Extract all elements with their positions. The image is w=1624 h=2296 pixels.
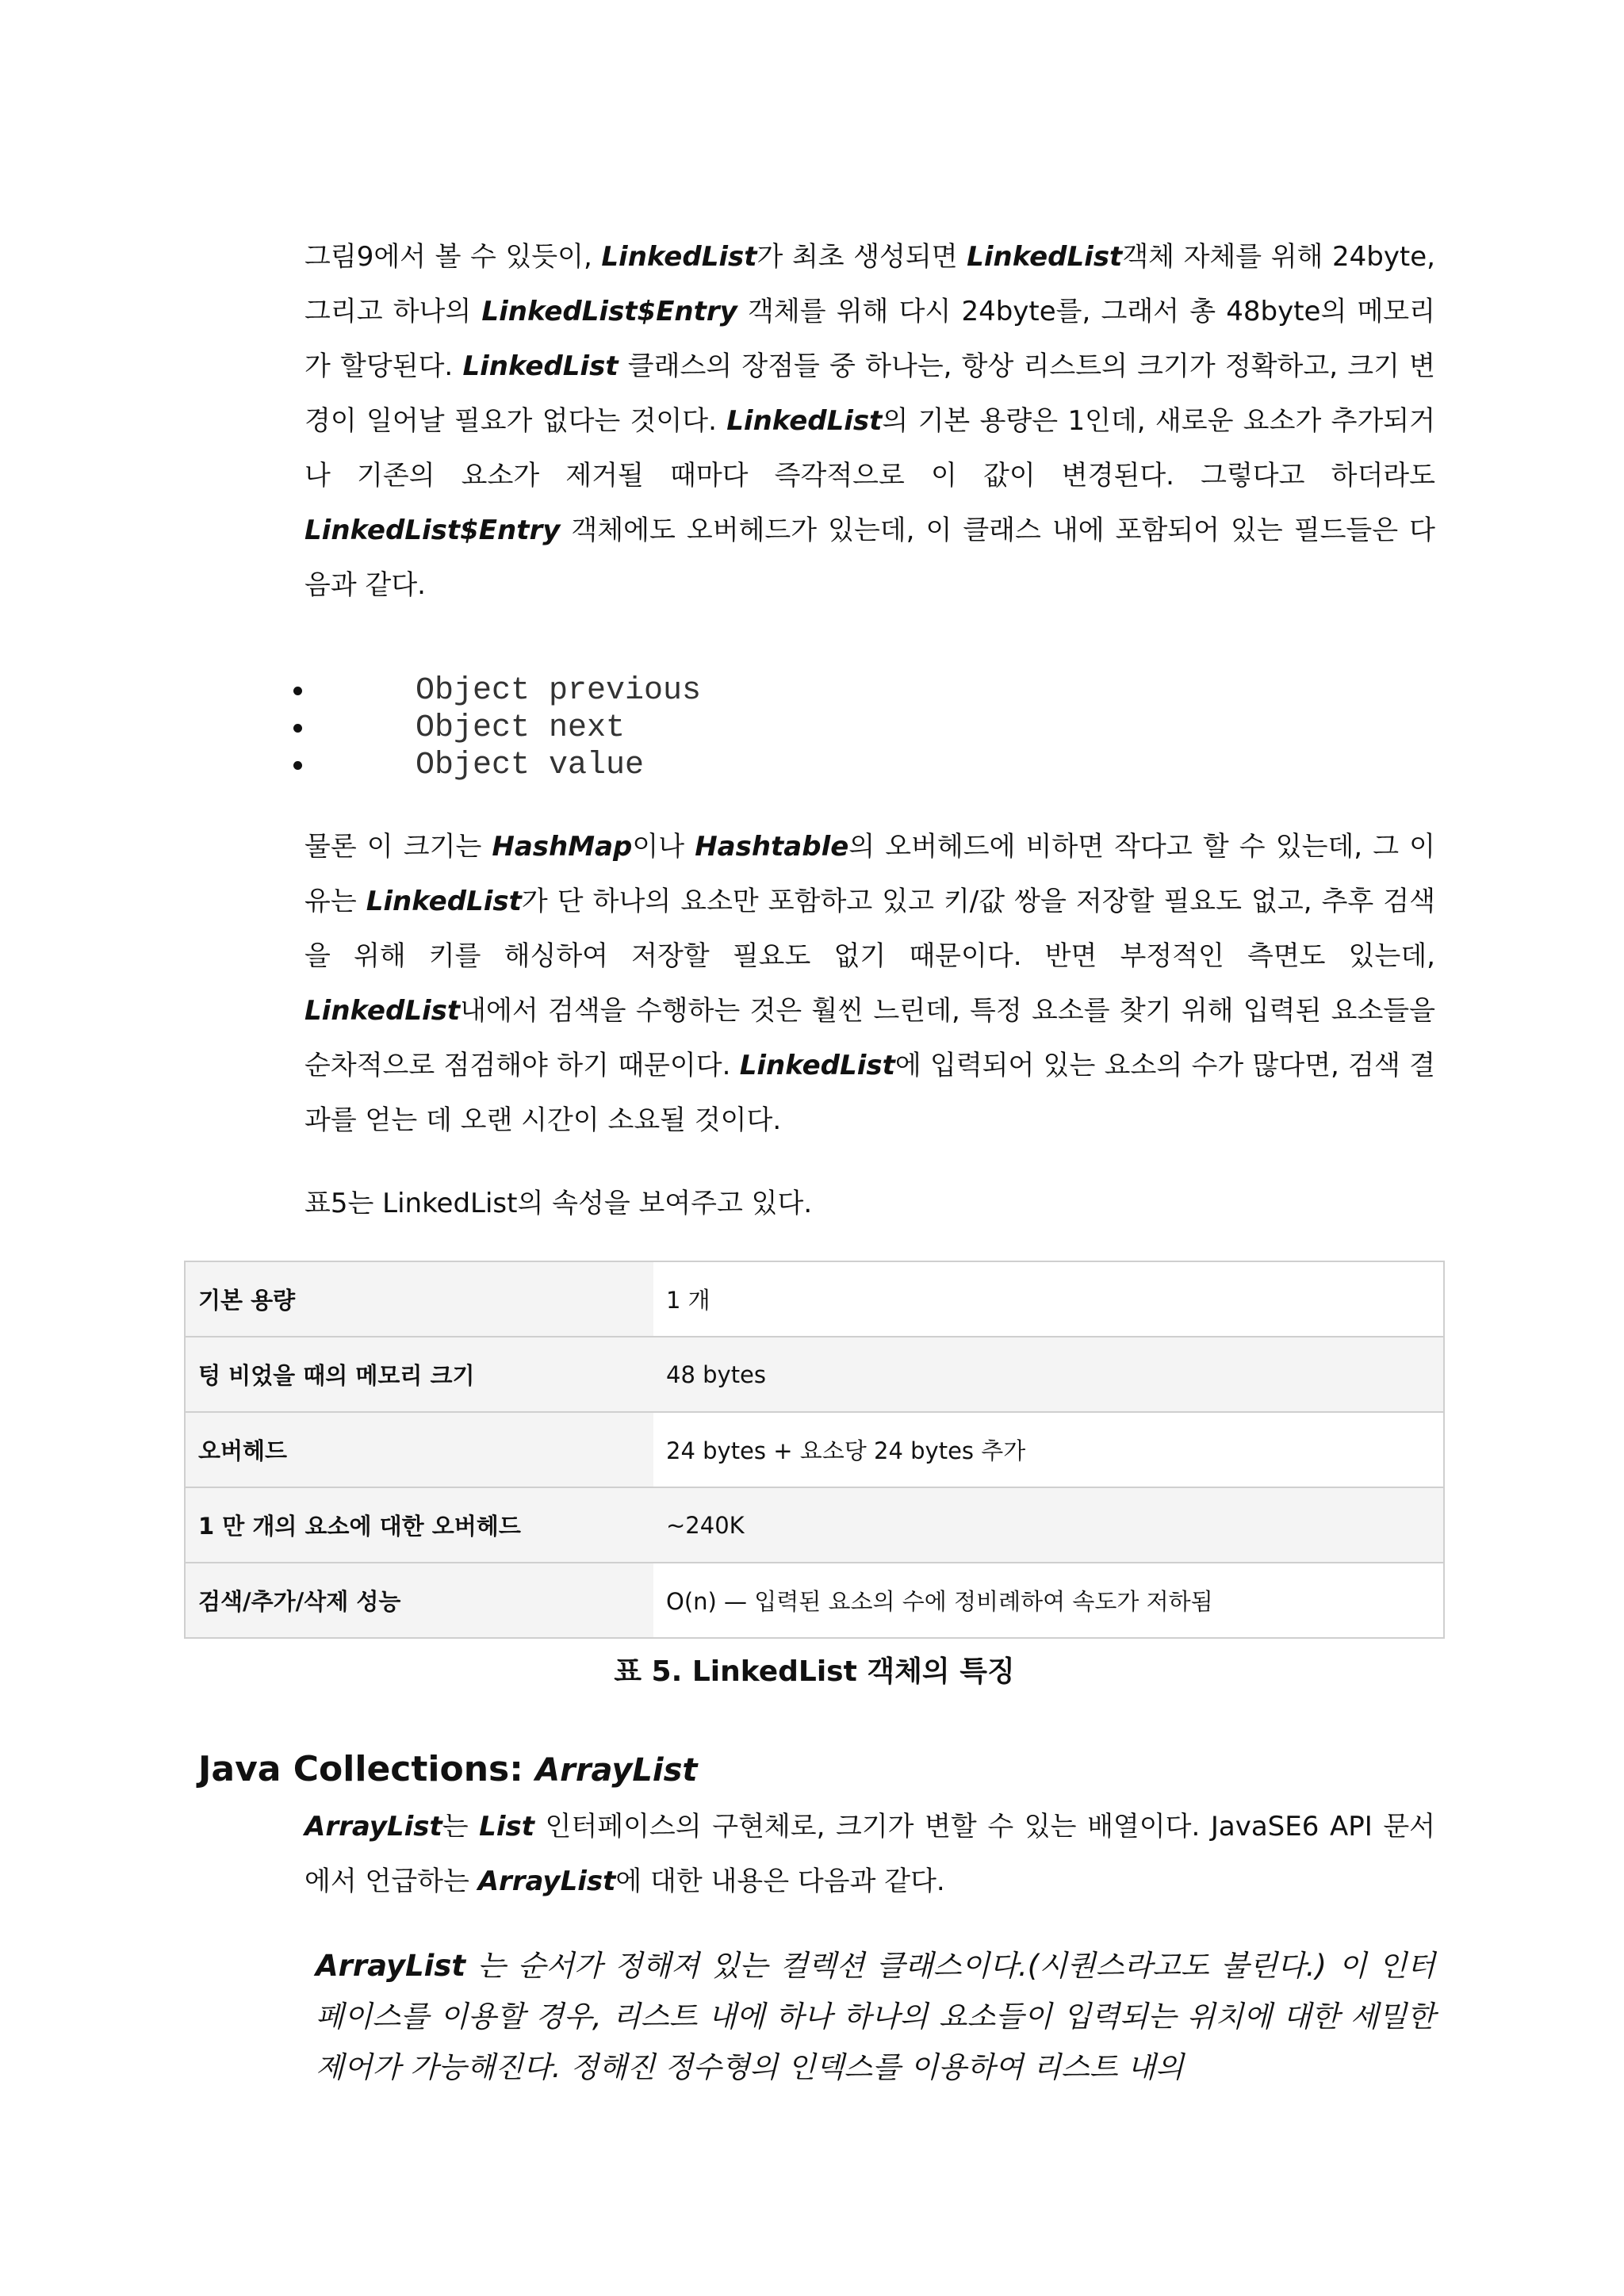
section-heading <box>198 1749 698 1789</box>
property-name: 1 만 개의 요소에 대한 오버헤드 <box>185 1487 653 1563</box>
arraylist-text-2: 인터페이스의 구현체로, 크기가 변할 수 있는 배열이다. JavaSE6 API 문서에서 언급하는 <box>304 1811 1436 1897</box>
para2-text-5: 내에서 검색을 수행하는 것은 훨씬 느린데, 특정 요소를 찾기 위해 입력된 요소들을 순차적으로 점검해야 하기 때문이다. <box>304 995 1435 1081</box>
property-value: O(n) — 입력된 요소의 수에 정비례하여 속도가 저하됨 <box>653 1563 1444 1638</box>
para2-term-1: HashMap <box>492 831 633 863</box>
field-name: Object next <box>416 710 626 746</box>
property-name: 기본 용량 <box>185 1261 653 1337</box>
intro-text-2: 가 최초 생성되면 <box>756 241 967 273</box>
table-row <box>185 1563 1444 1638</box>
intro-text-3: 객체 자체를 위해 24byte, 그리고 하나의 <box>304 241 1435 327</box>
intro-term-5: LinkedList <box>726 405 883 437</box>
field-name: Object value <box>416 748 645 783</box>
table-caption: 표 5. LinkedList 객체의 특징 <box>614 1655 1015 1688</box>
property-value: 48 bytes <box>653 1337 1444 1412</box>
para2-term-4: LinkedList <box>304 995 461 1027</box>
property-value: 1 개 <box>653 1261 1444 1337</box>
heading-text: Java Collections: <box>198 1749 536 1789</box>
arraylist-term-1: ArrayList <box>304 1811 442 1843</box>
para2-term-5: LinkedList <box>739 1050 895 1081</box>
para2-text-4: 가 단 하나의 요소만 포함하고 있고 키/값 쌍을 저장할 필요도 없고, 추후 검색을 위해 키를 해싱하여 저장할 필요도 없기 때문이다. 반면 부정적인 측면도 있는데, <box>304 886 1435 972</box>
table-row <box>185 1487 1444 1563</box>
intro-text-7: 객체에도 오버헤드가 있는데, 이 클래스 내에 포함되어 있는 필드들은 다음과 같다. <box>304 515 1435 601</box>
para2-term-2: Hashtable <box>695 831 849 863</box>
quote-term: ArrayList <box>316 1949 466 1983</box>
intro-text-4: 객체를 위해 다시 24byte를, 그래서 총 48byte의 메모리가 할당된다. <box>304 296 1435 382</box>
para2-text-2: 이나 <box>632 831 695 863</box>
overhead-paragraph <box>304 820 1435 1148</box>
property-name: 검색/추가/삭제 성능 <box>185 1563 653 1638</box>
bullet-icon <box>293 724 302 733</box>
api-quote <box>316 1941 1435 2093</box>
intro-text-5: 클래스의 장점들 중 하나는, 항상 리스트의 크기가 정확하고, 크기 변경이 일어날 필요가 없다는 것이다. <box>304 350 1435 437</box>
field-name: Object previous <box>416 673 702 709</box>
arraylist-text-1: 는 <box>442 1811 480 1843</box>
table-row <box>185 1337 1444 1412</box>
property-name: 텅 비었을 때의 메모리 크기 <box>185 1337 653 1412</box>
table-intro-paragraph: 표5는 LinkedList의 속성을 보여주고 있다. <box>304 1188 813 1219</box>
table-row <box>185 1412 1444 1487</box>
intro-term-4: LinkedList <box>462 350 619 382</box>
para2-term-3: LinkedList <box>366 886 522 917</box>
intro-term-2: LinkedList <box>967 241 1123 273</box>
arraylist-term-2: List <box>479 1811 534 1843</box>
arraylist-paragraph <box>304 1800 1435 1909</box>
intro-text-6: 의 기본 용량은 1인데, 새로운 요소가 추가되거나 기존의 요소가 제거될 때마다 즉각적으로 이 값이 변경된다. 그렇다고 하더라도 <box>304 405 1435 492</box>
arraylist-term-3: ArrayList <box>477 1866 616 1897</box>
intro-text-1: 그림9에서 볼 수 있듯이, <box>304 241 602 273</box>
bullet-icon <box>293 761 302 770</box>
property-name: 오버헤드 <box>185 1412 653 1487</box>
arraylist-text-3: 에 대한 내용은 다음과 같다. <box>615 1866 945 1897</box>
properties-table <box>184 1261 1445 1639</box>
para2-text-6: 에 입력되어 있는 요소의 수가 많다면, 검색 결과를 얻는 데 오랜 시간이 소요될 것이다. <box>304 1050 1435 1136</box>
intro-term-3: LinkedList$Entry <box>481 296 737 327</box>
intro-term-1: LinkedList <box>601 241 757 273</box>
bullet-icon <box>293 687 302 695</box>
intro-paragraph <box>304 230 1435 613</box>
property-value: ~240K <box>653 1487 1444 1563</box>
para2-text-3: 의 오버헤드에 비하면 작다고 할 수 있는데, 그 이유는 <box>304 831 1436 917</box>
intro-term-6: LinkedList$Entry <box>304 515 561 546</box>
para2-text-1: 물론 이 크기는 <box>304 831 492 863</box>
heading-term: ArrayList <box>535 1752 698 1789</box>
quote-text: 는 순서가 정해져 있는 컬렉션 클래스이다.(시퀀스라고도 불린다.) 이 인터페이스를 이용할 경우, 리스트 내에 하나 하나의 요소들이 입력되는 위치에 대한 세밀한 제어가 가능해진다. 정해진 정수형의 인덱스를 이용하여 리스트 내의 <box>316 1949 1435 2084</box>
table-row <box>185 1261 1444 1337</box>
property-value: 24 bytes + 요소당 24 bytes 추가 <box>653 1412 1444 1487</box>
